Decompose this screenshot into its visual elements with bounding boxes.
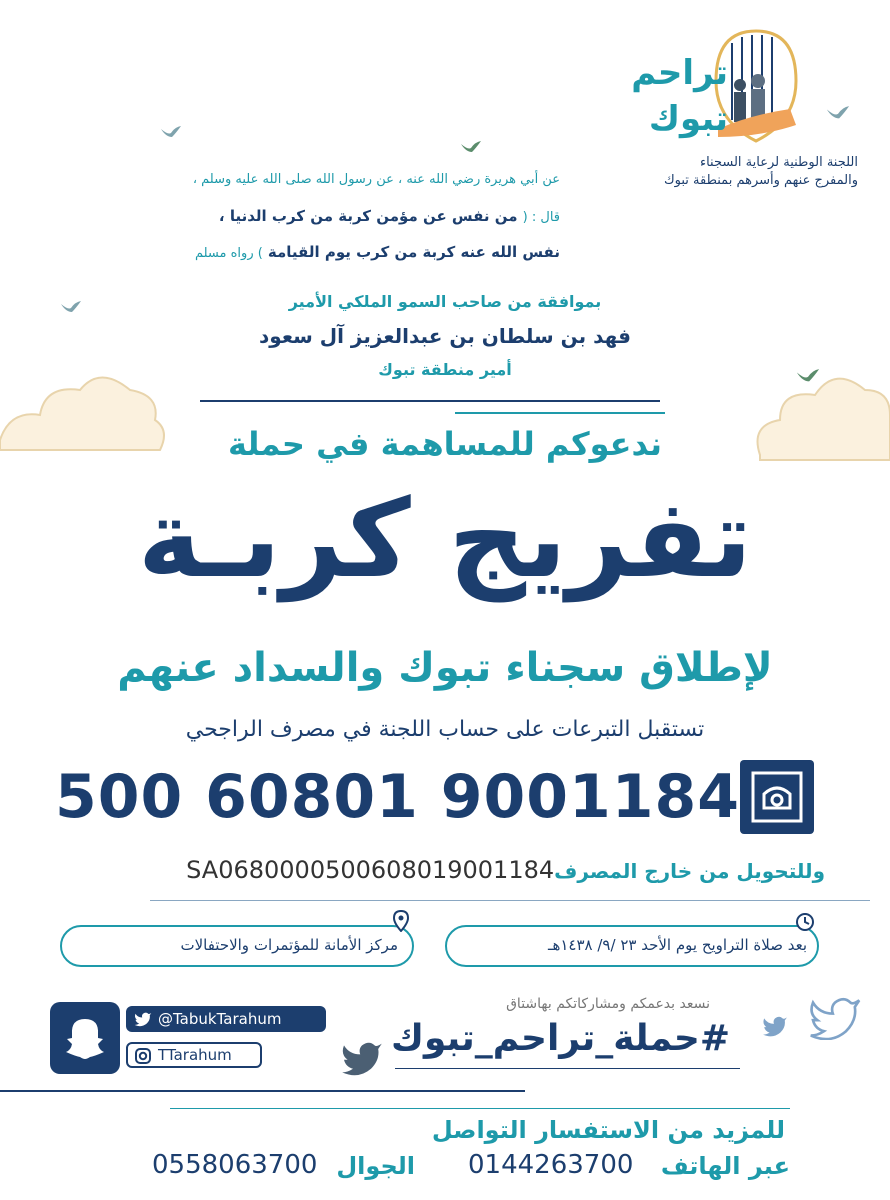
- logo: [588, 25, 858, 195]
- campaign-goal: لإطلاق سجناء تبوك والسداد عنهم: [117, 645, 773, 691]
- twitter-bird-icon: [762, 1015, 788, 1037]
- event-time: بعد صلاة التراويح يوم الأحد ٢٣ /٩/ ١٤٣٨هـ: [548, 936, 807, 954]
- alrajhi-bank-icon: [750, 770, 804, 824]
- clock-icon: [795, 912, 815, 932]
- twitter-bird-icon: [134, 1011, 152, 1027]
- approval-line2: فهد بن سلطان بن عبدالعزيز آل سعود: [259, 324, 631, 348]
- divider-top: [200, 400, 660, 402]
- instagram-handle-box[interactable]: [126, 1042, 262, 1068]
- event-place-pill: [60, 925, 414, 967]
- hadith-line2-prefix: قال : (: [522, 210, 560, 225]
- logo-name-line1: تراحم: [631, 53, 728, 93]
- bank-logo: [740, 760, 814, 834]
- snapchat-code[interactable]: [50, 1002, 120, 1074]
- campaign-hashtag[interactable]: #حملة_تراحم_تبوك: [391, 1018, 730, 1059]
- campaign-invite: ندعوكم للمساهمة في حملة: [227, 425, 662, 463]
- logo-name-line2: تبوك: [648, 99, 728, 139]
- iban-number: SA0680000500608019001184: [186, 856, 555, 884]
- campaign-title: تفريج كربـة: [137, 477, 753, 602]
- iban-line: [55, 856, 825, 884]
- mobile-number[interactable]: 0558063700: [152, 1150, 318, 1180]
- logo-subtitle-line1: اللجنة الوطنية لرعاية السجناء: [699, 155, 858, 170]
- twitter-bird-icon: [808, 996, 862, 1040]
- approval-line3: أمير منطقة تبوك: [378, 360, 512, 379]
- logo-subtitle-line2: والمفرج عنهم وأسرهم بمنطقة تبوك: [663, 173, 858, 188]
- hashtag-note: نسعد بدعمكم ومشاركاتكم بهاشتاق: [506, 996, 710, 1012]
- divider-top-teal: [455, 412, 665, 414]
- divider-bottom: [0, 1090, 525, 1092]
- hadith-line3: [195, 242, 560, 261]
- donation-note: تستقبل التبرعات على حساب اللجنة في مصرف الراجحي: [185, 717, 705, 742]
- event-place: مركز الأمانة للمؤتمرات والاحتفالات: [180, 936, 398, 954]
- account-number: 500 60801 9001184: [55, 762, 740, 832]
- event-time-pill: [445, 925, 819, 967]
- snapchat-ghost-icon: [65, 1016, 105, 1060]
- approval-line1: بموافقة من صاحب السمو الملكي الأمير: [288, 292, 602, 311]
- hadith-line3-suffix: ) رواه مسلم: [194, 246, 263, 261]
- location-pin-icon: [393, 910, 409, 932]
- twitter-handle-box[interactable]: [126, 1006, 326, 1032]
- bird-icon: [160, 125, 182, 143]
- phone-number[interactable]: 0144263700: [468, 1150, 634, 1180]
- instagram-icon: [134, 1047, 152, 1065]
- iban-label: وللتحويل من خارج المصرف: [554, 859, 825, 883]
- phone-label: عبر الهاتف: [660, 1152, 790, 1180]
- divider-mid: [150, 900, 870, 901]
- twitter-bird-icon: [340, 1040, 384, 1076]
- hadith-line2: [219, 206, 560, 225]
- bird-icon: [460, 140, 482, 158]
- hadith-line2-text: من نفس عن مؤمن كربة من كرب الدنيا ،: [218, 207, 518, 225]
- divider-bottom-teal: [170, 1108, 790, 1109]
- hadith-intro: عن أبي هريرة رضي الله عنه ، عن رسول الله صلى الله عليه وسلم ،: [192, 172, 560, 187]
- hashtag-underline: [395, 1068, 740, 1069]
- mobile-label: الجوال: [336, 1152, 415, 1180]
- contact-heading: للمزيد من الاستفسار التواصل: [431, 1116, 785, 1144]
- instagram-handle: TTarahum: [158, 1046, 232, 1064]
- hadith-line3-text: نفس الله عنه كربة من كرب يوم القيامة: [267, 243, 560, 261]
- twitter-handle: @TabukTarahum: [158, 1010, 282, 1028]
